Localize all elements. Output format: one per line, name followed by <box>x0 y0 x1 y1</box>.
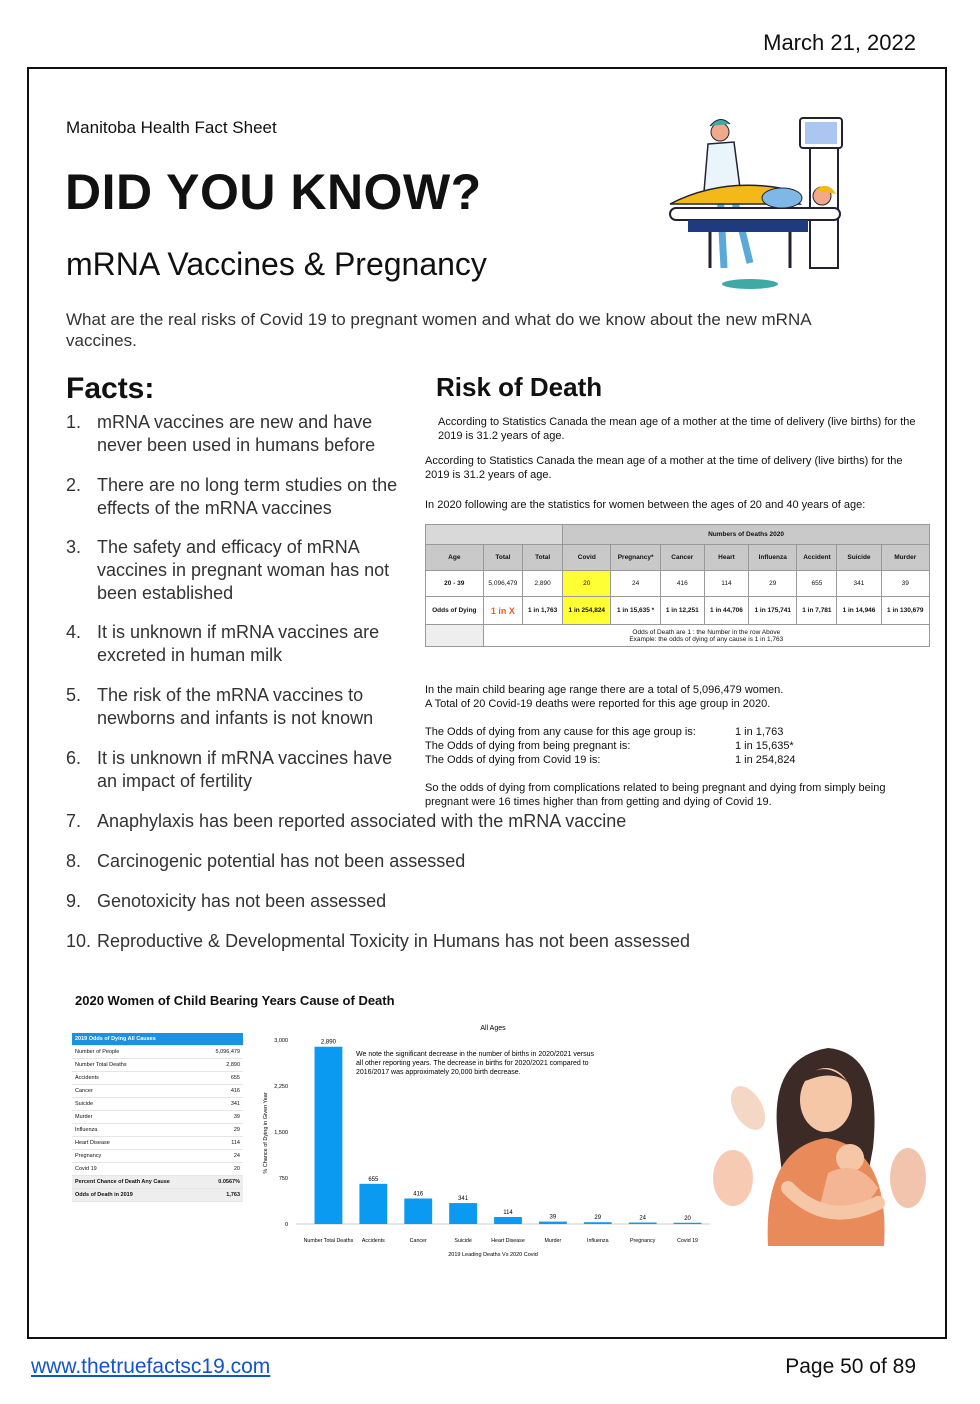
table-row: Suicide 341 <box>72 1098 243 1111</box>
x-tick-label: Cancer <box>409 1238 427 1244</box>
x-tick-label: Accidents <box>361 1238 385 1244</box>
ultrasound-illustration <box>650 108 850 290</box>
chart-bar <box>404 1198 432 1224</box>
headline: DID YOU KNOW? <box>65 164 482 220</box>
annotation-line: We note the significant decrease in the number of births in 2020/2021 versus <box>356 1051 595 1058</box>
section-heading: 2020 Women of Child Bearing Years Cause of Death <box>75 993 395 1008</box>
col-header: Murder <box>881 545 929 571</box>
annotation-line: 2016/2017 was approximately 20,000 birth decrease. <box>356 1069 521 1076</box>
table-row: Pregnancy 24 <box>72 1150 243 1163</box>
odds-row: The Odds of dying from being pregnant is: 1 in 15,635* <box>425 740 794 752</box>
table-row: Odds of Death in 2019 1,763 <box>72 1189 243 1202</box>
list-item: 3. The safety and efficacy of mRNA vaccines in pregnant woman has not been established <box>66 537 390 603</box>
chart-bar <box>449 1203 477 1224</box>
y-axis-label: % Chance of Dying in Given Year <box>263 1092 269 1174</box>
list-item: 7. Anaphylaxis has been reported associated with the mRNA vaccine <box>66 811 627 831</box>
chart-bar <box>584 1222 612 1224</box>
page-number: Page 50 of 89 <box>785 1355 916 1378</box>
date: March 21, 2022 <box>763 30 916 55</box>
x-tick-label: Pregnancy <box>630 1238 656 1244</box>
col-header: Influenza <box>749 545 797 571</box>
fact-sheet-source: Manitoba Health Fact Sheet <box>66 118 277 137</box>
table-row: Number of People 5,096,479 <box>72 1046 243 1059</box>
table-group-header: Numbers of Deaths 2020 <box>563 525 930 545</box>
deaths-table <box>425 524 930 647</box>
bar-value-label: 20 <box>684 1215 691 1222</box>
col-header: Age <box>426 545 484 571</box>
chart-bar <box>494 1217 522 1224</box>
x-axis-label: 2019 Leading Deaths Vs 2020 Covid <box>448 1252 538 1258</box>
odds-list <box>425 725 930 767</box>
summary-text: In the main child bearing age range there are a total of 5,096,479 women. A Total of 20 Covid-19 deaths were reported for this age group in 2020. <box>425 684 784 710</box>
risk-paragraph: According to Statistics Canada the mean age of a mother at the time of delivery (live births) for the 2019 is 31.2 years of age. <box>438 416 916 442</box>
x-tick-label: Influenza <box>587 1238 609 1244</box>
chart-bar <box>674 1223 702 1224</box>
list-item: 10. Reproductive & Developmental Toxicity in Humans has not been assessed <box>66 931 690 951</box>
col-header: Heart <box>704 545 748 571</box>
y-tick-label: 0 <box>284 1222 288 1228</box>
bar-value-label: 341 <box>458 1196 469 1203</box>
list-item: 2. There are no long term studies on the effects of the mRNA vaccines <box>66 475 398 518</box>
x-tick-label: Suicide <box>454 1238 472 1244</box>
col-header: Accident <box>797 545 837 571</box>
bar-value-label: 24 <box>639 1215 647 1222</box>
col-header: Covid <box>563 545 611 571</box>
bar-value-label: 2,890 <box>320 1039 336 1046</box>
x-tick-label: Murder <box>544 1238 562 1244</box>
odds-summary-table: 2019 Odds of Dying All Causes Number of People 5,096,479 Number Total Deaths 2,890 Accidents 655 Cancer 416 Suicide 341 Murder 39 Influenza 29 Heart Disease 114 Pregnancy 24 Covid 19 20 Percent Chance of Death Any Cause 0.0567% Odds of Death in 2019 1,763 <box>72 1033 243 1202</box>
table-row: Cancer 416 <box>72 1085 243 1098</box>
list-item: 8. Carcinogenic potential has not been assessed <box>66 851 466 871</box>
facts-heading: Facts: <box>66 372 155 405</box>
y-tick-label: 1,500 <box>274 1130 288 1136</box>
document-title: mRNA Vaccines & Pregnancy <box>66 246 487 282</box>
table-note: Odds of Death are 1 : the Number in the row Above Example: the odds of dying of any cause is 1 in 1,763 <box>483 625 929 647</box>
bar-value-label: 655 <box>368 1176 379 1183</box>
list-item: 5. The risk of the mRNA vaccines to newborns and infants is not known <box>66 685 374 728</box>
bar-value-label: 29 <box>594 1215 602 1222</box>
y-tick-label: 3,000 <box>274 1038 288 1044</box>
chart-bar <box>629 1223 657 1224</box>
bar-value-label: 416 <box>413 1191 424 1198</box>
x-tick-label: Heart Disease <box>491 1238 525 1244</box>
odds-row: The Odds of dying from Covid 19 is: 1 in 254,824 <box>425 754 796 766</box>
odds-row: The Odds of dying from any cause for this age group is: 1 in 1,763 <box>425 726 784 738</box>
table-row: Odds of Dying 1 in X 1 in 1,763 1 in 254,824 1 in 15,635 * 1 in 12,251 1 in 44,706 1 in 175,741 1 in 7,781 1 in 14,946 1 in 130,679 <box>426 597 930 625</box>
website-link[interactable]: www.thetruefactsc19.com <box>31 1355 271 1378</box>
list-item: 4. It is unknown if mRNA vaccines are excreted in human milk <box>66 622 380 665</box>
table-row: Murder 39 <box>72 1111 243 1124</box>
col-header: Total <box>483 545 523 571</box>
col-header: Cancer <box>660 545 704 571</box>
list-item: 9. Genotoxicity has not been assessed <box>66 891 387 911</box>
intro-text: What are the real risks of Covid 19 to pregnant women and what do we know about the new mRNA vaccines. <box>66 310 811 350</box>
table-row: Number Total Deaths 2,890 <box>72 1059 243 1072</box>
bar-value-label: 39 <box>549 1214 557 1221</box>
list-item: 6. It is unknown if mRNA vaccines have an impact of fertility <box>66 748 393 791</box>
col-header: Total <box>523 545 563 571</box>
risk-paragraph: In 2020 following are the statistics for women between the ages of 20 and 40 years of age: <box>425 499 866 511</box>
table-row: Accidents 655 <box>72 1072 243 1085</box>
x-tick-label: Covid 19 <box>677 1238 699 1244</box>
col-header: Pregnancy* <box>611 545 660 571</box>
chart-bar <box>359 1184 387 1224</box>
table-row: Percent Chance of Death Any Cause 0.0567% <box>72 1176 243 1189</box>
chart-title: All Ages <box>480 1025 506 1032</box>
bar-value-label: 114 <box>503 1210 513 1217</box>
y-tick-label: 2,250 <box>274 1084 288 1090</box>
risk-of-death-heading: Risk of Death <box>436 372 603 402</box>
mother-baby-illustration <box>708 1028 930 1246</box>
table-row: Covid 19 20 <box>72 1163 243 1176</box>
conclusion-text: So the odds of dying from complications related to being pregnant and dying from simply being pregnant were 16 times higher than from getting and dying of Covid 19. <box>425 782 886 808</box>
chart-bar <box>539 1222 567 1224</box>
chart-bar <box>315 1047 343 1224</box>
col-header: Suicide <box>837 545 881 571</box>
x-tick-label: Number Total Deaths <box>303 1238 354 1244</box>
table-row: Influenza 29 <box>72 1124 243 1137</box>
list-item: 1. mRNA vaccines are new and have never been used in humans before <box>66 412 376 455</box>
risk-paragraph: According to Statistics Canada the mean age of a mother at the time of delivery (live births) for the 2019 is 31.2 years of age. <box>425 455 903 481</box>
y-tick-label: 750 <box>278 1176 288 1182</box>
annotation-line: all other reporting years. The decrease in births for 2020/2021 compared to <box>356 1060 589 1067</box>
table-row: 20 - 39 5,096,479 2,890 20 24 416 114 29 655 341 39 <box>426 571 930 597</box>
chart-annotation <box>356 1051 595 1076</box>
table-row: Heart Disease 114 <box>72 1137 243 1150</box>
deaths-bar-chart <box>258 1018 720 1262</box>
